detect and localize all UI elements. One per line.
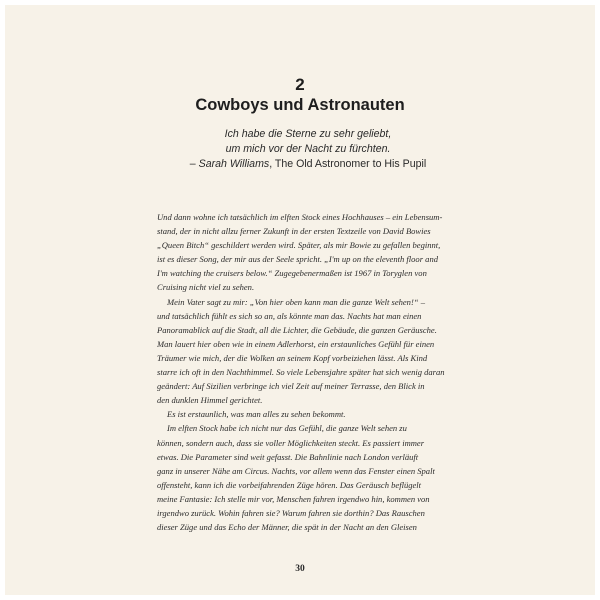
epigraph-line-2: um mich vor der Nacht zu fürchten. [225, 143, 391, 155]
page-number: 30 [295, 564, 305, 574]
epigraph-author: Sarah Williams [198, 158, 270, 170]
body-line: ganz in unserer Nähe am Circus. Nachts, vor allem wenn das Fenster einen Spalt [157, 465, 435, 476]
body-line: stand, der in nicht allzu ferner Zukunft in der ersten Textzeile von David Bowies [157, 226, 431, 237]
body-line: Es ist erstaunlich, was man alles zu sehen bekommt. [167, 409, 346, 420]
epigraph-dash: – [189, 158, 199, 170]
chapter-number: 2 [295, 75, 305, 94]
body-line: können, sondern auch, dass sie voller Möglichkeiten steckt. Es passiert immer [157, 437, 425, 448]
body-line: Man lauert hier oben wie in einem Adlerhorst, ein erstaunliches Gefühl für einen [157, 338, 435, 349]
chapter-title: Cowboys und Astronauten [195, 96, 405, 114]
body-line: „Queen Bitch“ geschildert werden wird. Später, als mir Bowie zu gefallen beginnt, [157, 240, 441, 251]
body-line: ist es dieser Song, der mir aus der Seele spricht. „I'm up on the eleventh floor and [157, 254, 438, 265]
epigraph [125, 127, 491, 172]
body-line: geändert: Auf Sizilien verbringe ich viel Zeit auf meiner Terrasse, den Blick in [157, 381, 425, 392]
body-line: den dunklen Himmel gerichtet. [157, 395, 263, 406]
body-line: I'm watching the cruisers below.“ Zugegebenermaßen ist 1967 in Toryglen von [157, 268, 427, 279]
body-line: offensteht, kann ich die vorbeifahrenden Züge hören. Das Geräusch beflügelt [157, 479, 422, 490]
body-line: Panoramablick auf die Stadt, all die Lichter, die Gebäude, die ganzen Geräusche. [157, 324, 437, 335]
book-page [5, 5, 595, 595]
body-text [157, 210, 451, 534]
body-line: meine Fantasie: Ich stelle mir vor, Menschen fahren irgendwo hin, kommen von [157, 493, 430, 504]
body-line: Im elften Stock habe ich nicht nur das Gefühl, die ganze Welt sehen zu [167, 423, 407, 434]
body-line: Mein Vater sagt zu mir: „Von hier oben kann man die ganze Welt sehen!“ – [167, 296, 425, 307]
epigraph-work: , The Old Astronomer to His Pupil [269, 158, 427, 170]
body-line: dieser Züge und das Echo der Männer, die spät in der Nacht an den Gleisen [157, 522, 417, 533]
body-line: Cruising nicht viel zu sehen. [157, 282, 255, 293]
body-line: etwas. Die Parameter sind weit gefasst. Die Bahnlinie nach London verläuft [157, 451, 419, 462]
body-line: irgendwo zurück. Wohin fahren sie? Warum fahren sie dorthin? Das Rauschen [157, 507, 425, 518]
body-line: Träumer wie mich, der die Wolken an seinem Kopf vorbeiziehen lässt. Als Kind [157, 352, 428, 363]
body-line: Und dann wohne ich tatsächlich im elften Stock eines Hochhauses – ein Lebensum- [157, 212, 443, 222]
body-line: und tatsächlich fühlt es sich so an, als könnte man das. Nachts hat man einen [157, 310, 422, 321]
body-line: starre ich oft in den Nachthimmel. So viele Lebensjahre später hat sich wenig daran [157, 367, 445, 378]
epigraph-line-1: Ich habe die Sterne zu sehr geliebt, [224, 128, 392, 140]
epigraph-attribution [125, 157, 491, 172]
